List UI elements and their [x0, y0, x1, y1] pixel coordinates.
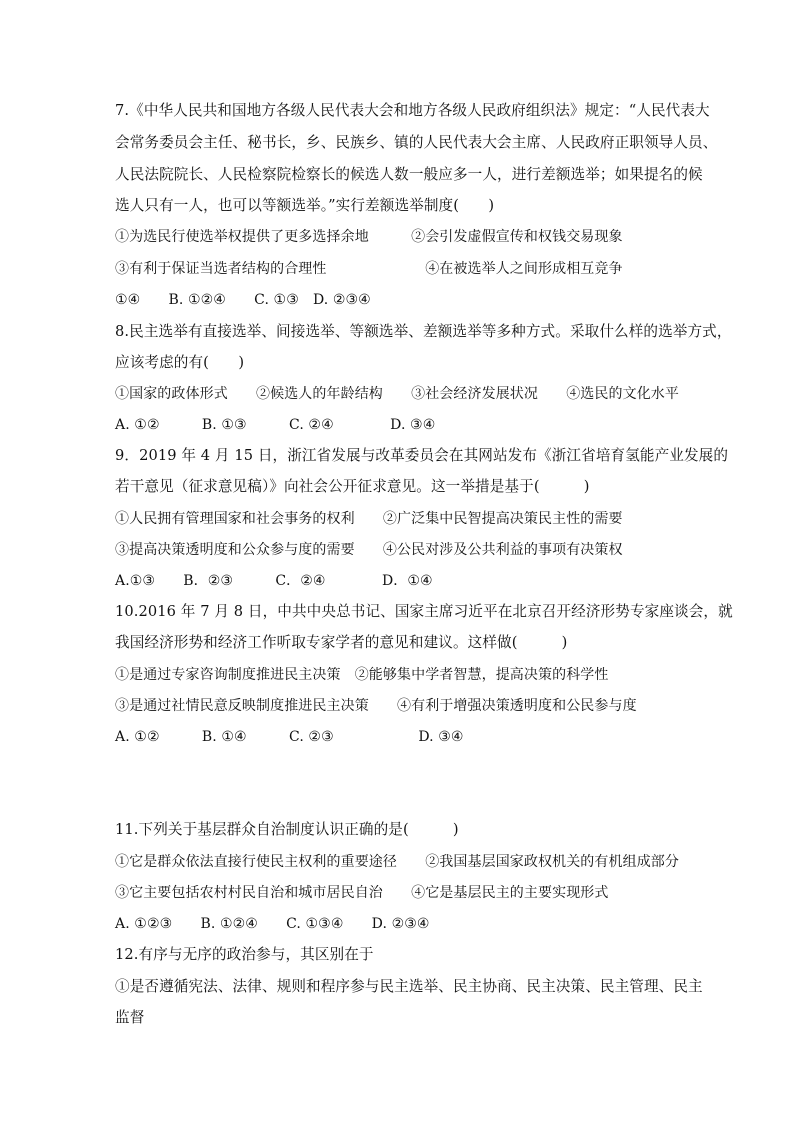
q9-stem-line-1: 9．2019 年 4 月 15 日，浙江省发展与改革委员会在其网站发布《浙江省培育氢能产业发展的	[115, 447, 729, 464]
q9-choices: A.①③ B．②③ C．②④ D．①④	[115, 573, 433, 589]
q8-option-line-1: ①国家的政体形式 ②候选人的年龄结构 ③社会经济发展状况 ④选民的文化水平	[115, 386, 679, 402]
q8-stem-line-1: 8.民主选举有直接选举、间接选举、等额选举、差额选举等多种方式。采取什么样的选举方式，	[115, 323, 732, 340]
q7-stem-line-2: 会常务委员会主任、秘书长，乡、民族乡、镇的人民代表大会主席、人民政府正职领导人员、	[115, 134, 718, 151]
q11-option-line-2: ③它主要包括农村村民自治和城市居民自治 ④它是基层民主的主要实现形式	[115, 885, 609, 901]
q11-choices: A. ①②③ B. ①②④ C. ①③④ D. ②③④	[115, 916, 430, 932]
q7-option-line-1: ①为选民行使选举权提供了更多选择余地 ②会引发虚假宣传和权钱交易现象	[115, 229, 623, 245]
q11-stem-line-1: 11.下列关于基层群众自治制度认识正确的是( )	[115, 821, 459, 838]
q10-option-line-2: ③是通过社情民意反映制度推进民主决策 ④有利于增强决策透明度和公民参与度	[115, 698, 637, 714]
q7-option-line-2: ③有利于保证当选者结构的合理性 ④在被选举人之间形成相互竞争	[115, 261, 623, 277]
q9-option-line-1: ①人民拥有管理国家和社会事务的权利 ②广泛集中民智提高决策民主性的需要	[115, 511, 623, 527]
q7-stem-line-4: 选人只有一人，也可以等额选举。”实行差额选举制度( )	[115, 197, 495, 214]
q9-option-line-2: ③提高决策透明度和公众参与度的需要 ④公民对涉及公共利益的事项有决策权	[115, 542, 623, 558]
q7-choices: ①④ B. ①②④ C. ①③ D. ②③④	[115, 292, 371, 308]
q9-stem-line-2: 若干意见（征求意见稿）》向社会公开征求意见。这一举措是基于( )	[115, 478, 590, 495]
q8-stem-line-2: 应该考虑的有( )	[115, 354, 245, 371]
q11-option-line-1: ①它是群众依法直接行使民主权利的重要途径 ②我国基层国家政权机关的有机组成部分	[115, 854, 679, 870]
q7-stem-line-1: 7.《中华人民共和国地方各级人民代表大会和地方各级人民政府组织法》规定：“人民代表大	[115, 102, 710, 119]
q7-stem-line-3: 人民法院院长、人民检察院检察长的候选人数一般应多一人，进行差额选举；如果提名的候	[115, 166, 703, 183]
q10-option-line-1: ①是通过专家咨询制度推进民主决策 ②能够集中学者智慧，提高决策的科学性	[115, 667, 609, 683]
q10-stem-line-2: 我国经济形势和经济工作听取专家学者的意见和建议。这样做( )	[115, 634, 568, 651]
q8-choices: A. ①② B. ①③ C. ②④ D. ③④	[115, 417, 436, 433]
q12-stem-line-1: 12.有序与无序的政治参与，其区别在于	[115, 946, 374, 963]
q10-stem-line-1: 10.2016 年 7 月 8 日，中共中央总书记、国家主席习近平在北京召开经济形势专家座谈会，就	[115, 603, 733, 620]
q10-choices: A. ①② B. ①④ C. ②③ D. ③④	[115, 729, 464, 745]
q12-option-line-2: 监督	[115, 1009, 145, 1026]
q12-option-line-1: ①是否遵循宪法、法律、规则和程序参与民主选举、民主协商、民主决策、民主管理、民主	[115, 978, 703, 995]
